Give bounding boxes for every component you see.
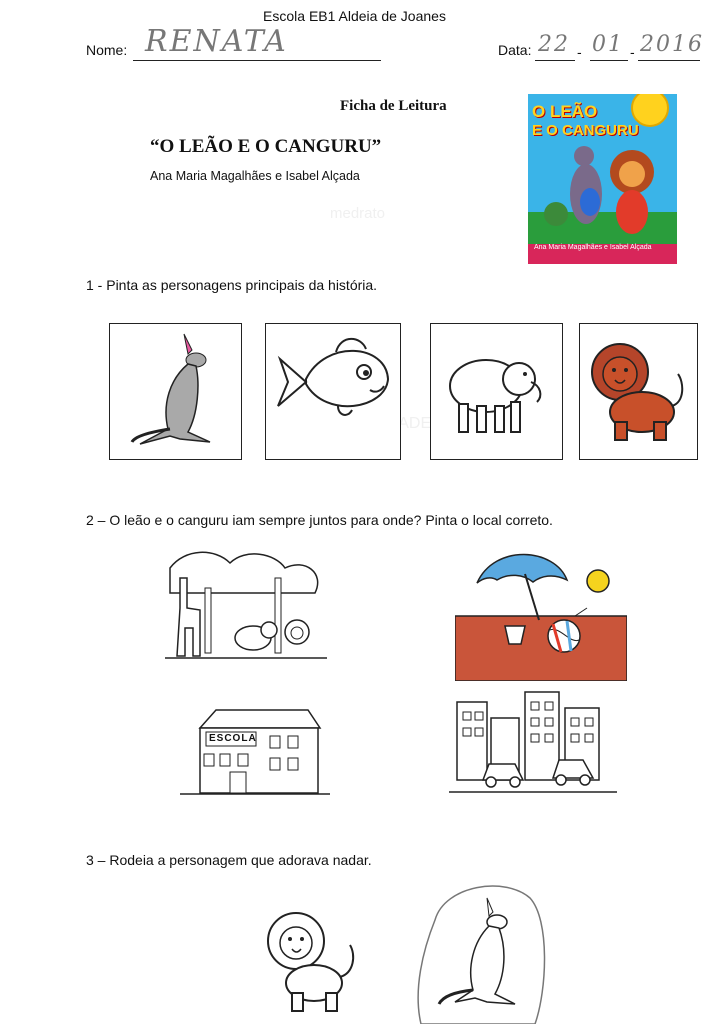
cover-title-line2: E O CANGURU [532, 122, 639, 139]
forest-icon [165, 548, 327, 663]
name-value[interactable]: RENATA [145, 24, 288, 59]
fish-choice-box[interactable] [265, 323, 401, 460]
date-month[interactable]: 01 [592, 32, 624, 57]
lion-icon [264, 905, 360, 1015]
date-underline [638, 60, 700, 61]
date-year[interactable]: 2016 [640, 32, 704, 57]
city-icon [449, 688, 617, 798]
forest-option[interactable] [165, 548, 327, 663]
date-label: Data: [498, 42, 532, 58]
date-underline [535, 60, 575, 61]
book-title: “O LEÃO E O CANGURU” [150, 136, 382, 157]
kangaroo-choice-box[interactable] [109, 323, 242, 460]
date-underline [590, 60, 628, 61]
question-1: 1 - Pinta as personagens principais da história. [86, 277, 378, 293]
school-building-icon [180, 706, 330, 798]
school-name: Escola EB1 Aldeia de Joanes [263, 8, 446, 24]
sheet-kind: Ficha de Leitura [340, 98, 447, 114]
elephant-icon [431, 324, 562, 459]
question-2: 2 – O leão e o canguru iam sempre juntos para onde? Pinta o local correto. [86, 512, 553, 528]
cover-authors: Ana Maria Magalhães e Isabel Alçada [534, 244, 652, 251]
kangaroo-answer-option[interactable] [415, 880, 550, 1024]
date-sep-2: - [630, 44, 635, 60]
book-authors: Ana Maria Magalhães e Isabel Alçada [150, 169, 360, 183]
school-sign: ESCOLA [209, 733, 257, 744]
name-label: Nome: [86, 42, 128, 58]
fish-icon [266, 324, 400, 459]
kangaroo-icon [110, 324, 241, 459]
date-day[interactable]: 22 [538, 32, 570, 57]
name-underline [133, 60, 381, 61]
lion-icon [580, 324, 697, 459]
beach-icon [455, 548, 627, 681]
elephant-choice-box[interactable] [430, 323, 563, 460]
cover-title-line1: O LEÃO [532, 102, 598, 121]
book-cover [528, 94, 677, 264]
lion-choice-box[interactable] [579, 323, 698, 460]
date-sep-1: - [577, 44, 582, 60]
beach-option[interactable] [455, 548, 627, 681]
city-option[interactable] [449, 688, 617, 798]
bleed-text: medrato [330, 205, 386, 222]
kangaroo-icon [415, 880, 550, 1024]
school-option[interactable] [180, 706, 330, 798]
lion-answer-option[interactable] [264, 905, 360, 1015]
question-3: 3 – Rodeia a personagem que adorava nadar. [86, 852, 372, 868]
